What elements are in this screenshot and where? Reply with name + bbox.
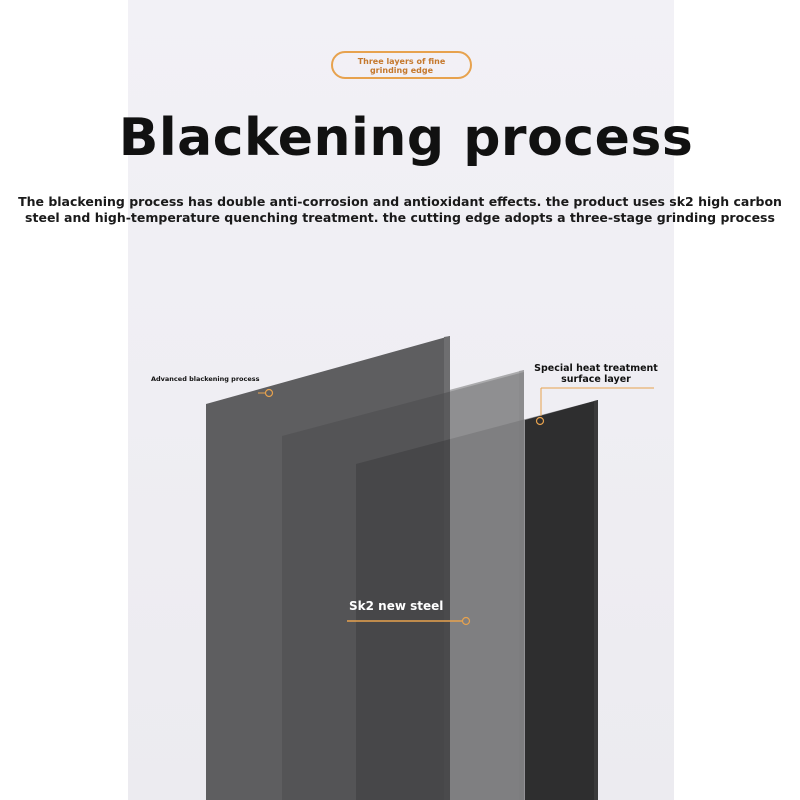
description-line-2: steel and high-temperature quenching treatment. the cutting edge adopts a three-stage grinding process xyxy=(25,210,775,225)
middle-plate-overlay xyxy=(450,370,524,800)
heat-treatment-label-line-2: surface layer xyxy=(561,374,631,385)
badge-line-2: grinding edge xyxy=(369,66,434,75)
badge-line-1: Three layers of fine xyxy=(357,57,446,66)
blackening-label: Advanced blackening process xyxy=(151,375,260,383)
heat-treatment-label xyxy=(528,363,664,385)
description-line-1: The blackening process has double anti-corrosion and antioxidant effects. the product uses sk2 high carbon xyxy=(18,194,782,209)
page-title: Blackening process xyxy=(118,108,694,168)
sk2-steel-label: Sk2 new steel xyxy=(349,599,444,613)
heat-treatment-label-line-1: Special heat treatment xyxy=(534,363,658,374)
